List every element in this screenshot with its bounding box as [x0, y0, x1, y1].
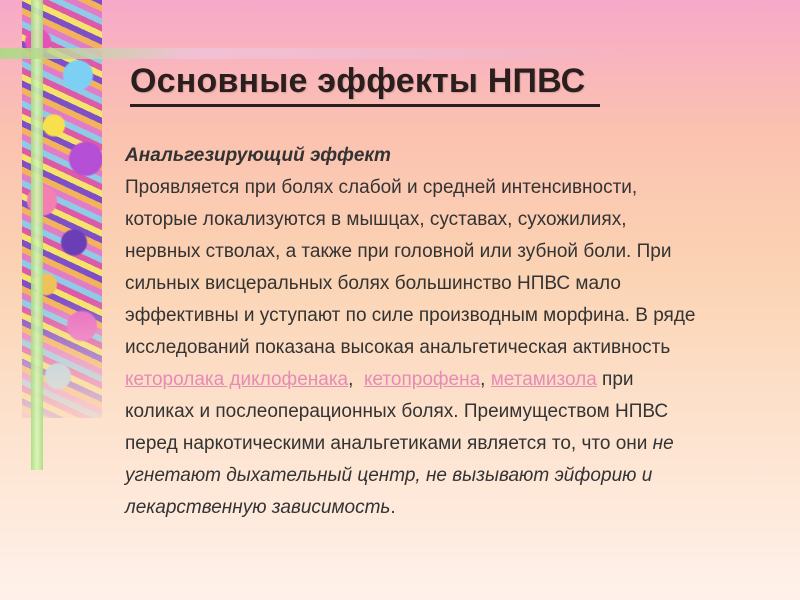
- body-line: Проявляется при болях слабой и средней интенсивности,: [125, 177, 638, 198]
- link-metamizole[interactable]: метамизола: [490, 369, 597, 390]
- subheading: Анальгезирующий эффект: [125, 145, 391, 166]
- italic-text: лекарственную зависимость: [125, 497, 391, 518]
- link-ketoprofen[interactable]: кетопрофена: [363, 369, 481, 390]
- link-ketorolac-diclofenac[interactable]: кеторолака диклофенака: [125, 369, 349, 390]
- decorative-horizontal-bar: [0, 48, 640, 59]
- slide-title: Основные эффекты НПВС: [130, 62, 586, 100]
- slide-body: [125, 140, 800, 524]
- body-line: нервных стволах, а также при головной или зубной боли. При: [125, 241, 672, 262]
- italic-text: не: [647, 433, 674, 454]
- body-line: исследований показана высокая анальгетическая активность: [125, 337, 671, 358]
- body-line: эффективны и уступают по силе производным морфина. В ряде: [125, 305, 696, 326]
- body-line: сильных висцеральных болях большинство НПВС мало: [125, 273, 621, 294]
- italic-line: угнетают дыхательный центр, не вызывают эйфорию и: [125, 465, 653, 486]
- final-period: .: [390, 497, 396, 518]
- separator: ,: [480, 369, 491, 390]
- decorative-vertical-bar: [31, 0, 43, 470]
- title-underline: [130, 104, 600, 107]
- body-line: которые локализуются в мышцах, суставах, сухожилиях,: [125, 209, 627, 230]
- links-line: [125, 364, 800, 396]
- body-line-mixed: [125, 428, 800, 460]
- italic-last-line: [125, 492, 800, 524]
- links-line-tail: при: [596, 369, 634, 390]
- body-line: коликах и послеоперационных болях. Преимуществом НПВС: [125, 401, 669, 422]
- body-text: перед наркотическими анальгетиками является то, что они: [125, 433, 648, 454]
- separator: ,: [348, 369, 364, 390]
